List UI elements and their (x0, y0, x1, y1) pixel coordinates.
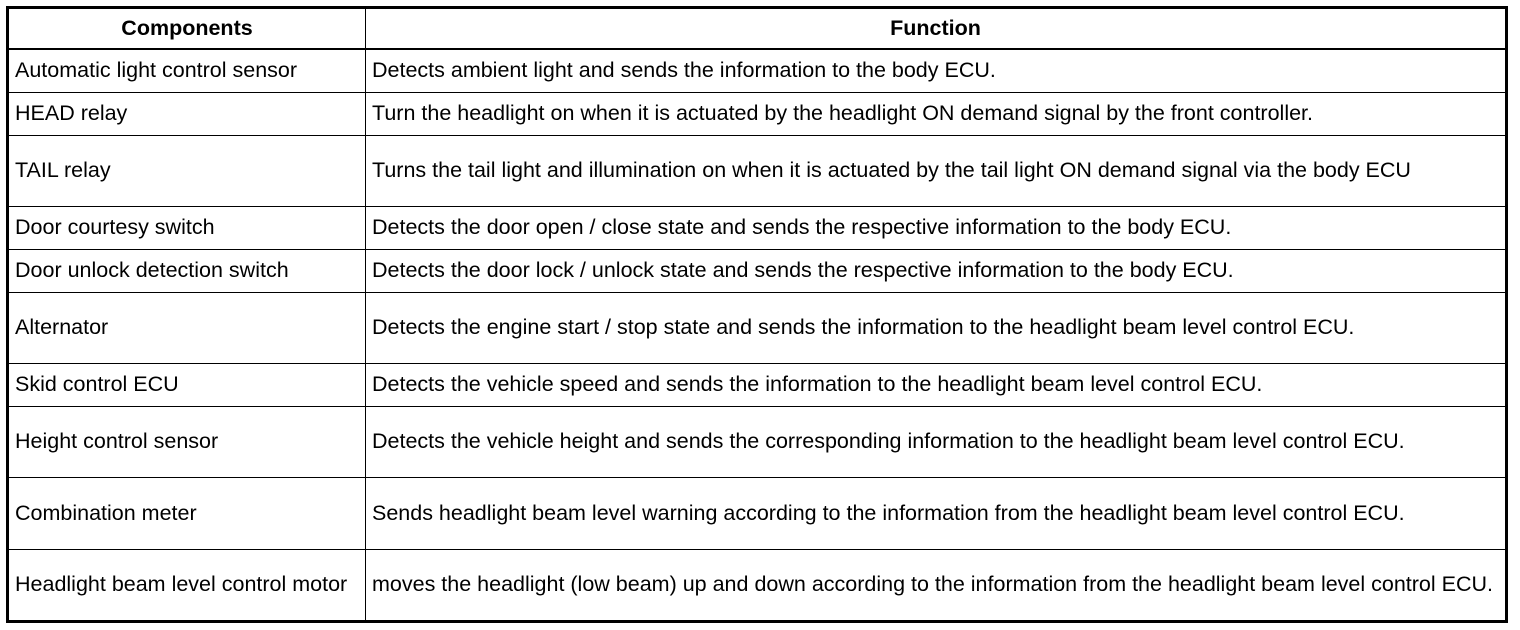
components-function-table (6, 6, 1508, 623)
function-cell: Turn the headlight on when it is actuated by the headlight ON demand signal by the front controller. (366, 92, 1507, 135)
component-cell: TAIL relay (8, 135, 366, 206)
function-cell: Detects the vehicle speed and sends the information to the headlight beam level control ECU. (366, 363, 1507, 406)
table-row (8, 135, 1507, 206)
table-row (8, 406, 1507, 477)
function-cell: Detects ambient light and sends the information to the body ECU. (366, 49, 1507, 92)
component-cell: Skid control ECU (8, 363, 366, 406)
function-cell: Detects the door lock / unlock state and sends the respective information to the body ECU. (366, 249, 1507, 292)
component-cell: HEAD relay (8, 92, 366, 135)
function-cell: Detects the door open / close state and sends the respective information to the body ECU. (366, 207, 1507, 250)
table-header-row (8, 8, 1507, 50)
table-row (8, 292, 1507, 363)
component-cell: Combination meter (8, 478, 366, 549)
component-cell: Height control sensor (8, 406, 366, 477)
table-row (8, 49, 1507, 92)
table-row (8, 249, 1507, 292)
component-cell: Headlight beam level control motor (8, 549, 366, 621)
function-cell: Detects the engine start / stop state and sends the information to the headlight beam level control ECU. (366, 292, 1507, 363)
component-cell: Door courtesy switch (8, 207, 366, 250)
table-row (8, 207, 1507, 250)
component-cell: Alternator (8, 292, 366, 363)
component-cell: Automatic light control sensor (8, 49, 366, 92)
header-function: Function (366, 8, 1507, 50)
function-cell: moves the headlight (low beam) up and down according to the information from the headlight beam level control ECU. (366, 549, 1507, 621)
function-cell: Turns the tail light and illumination on when it is actuated by the tail light ON demand signal via the body ECU (366, 135, 1507, 206)
function-cell: Detects the vehicle height and sends the corresponding information to the headlight beam level control ECU. (366, 406, 1507, 477)
component-cell: Door unlock detection switch (8, 249, 366, 292)
header-components: Components (8, 8, 366, 50)
table-row (8, 549, 1507, 621)
table-row (8, 478, 1507, 549)
table-row (8, 92, 1507, 135)
table-row (8, 363, 1507, 406)
function-cell: Sends headlight beam level warning according to the information from the headlight beam level control ECU. (366, 478, 1507, 549)
